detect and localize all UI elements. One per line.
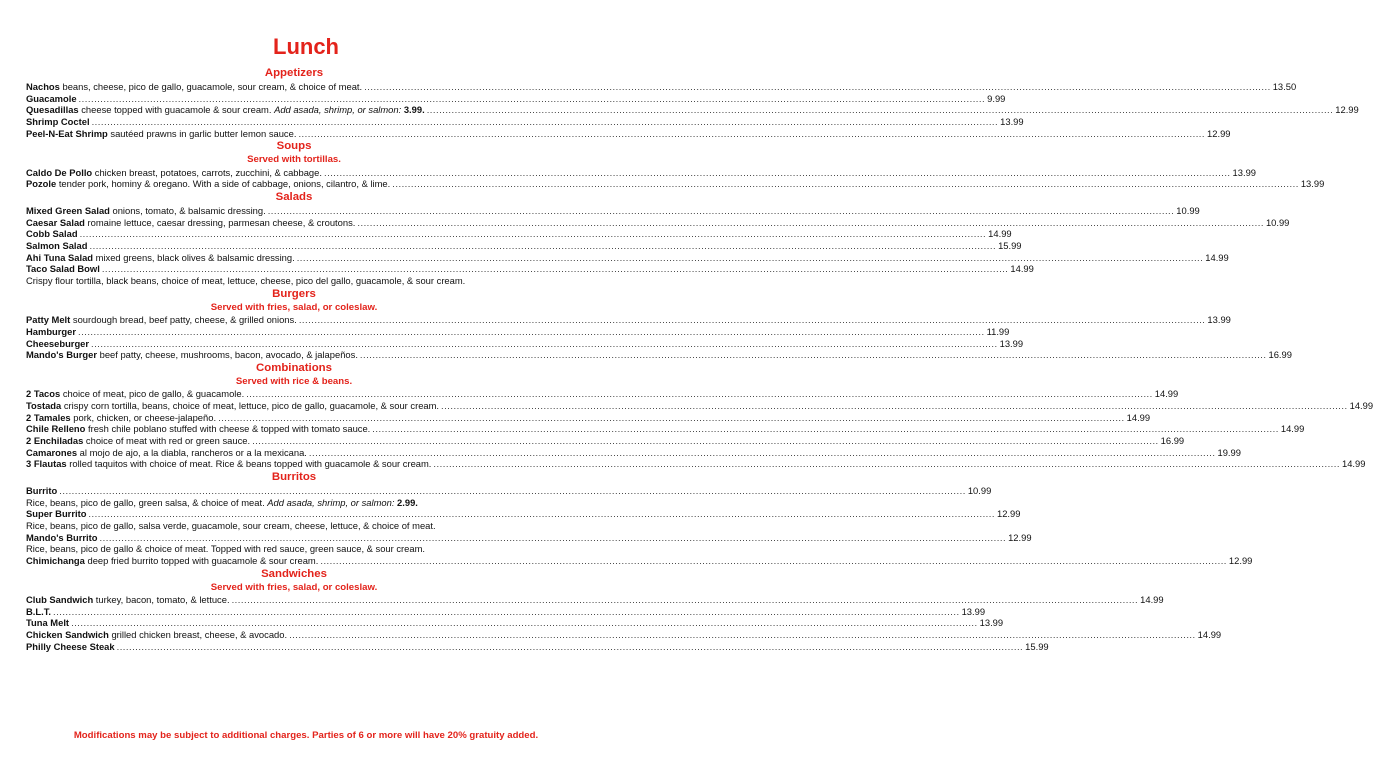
menu-item [26,178,1325,190]
menu-item-text [26,104,425,116]
menu-item-text [26,116,90,128]
menu-item [26,166,1257,179]
menu-item-text [26,217,355,229]
menu-item-name: Club Sandwich [26,594,94,605]
menu-item-price: 9.99 [987,92,1006,104]
menu-item [26,508,1021,520]
dot-leader [289,629,1196,641]
menu-item-price: 16.99 [1268,349,1292,361]
menu-item-name: Tostada [26,399,62,411]
section-subtitle-burgers: Served with fries, salad, or coleslaw. [210,301,378,313]
section-subtitle-combinations: Served with rice & beans. [235,375,353,387]
menu-item-price: 14.99 [1349,399,1373,411]
dot-leader [80,228,987,240]
dot-leader [372,423,1279,435]
menu-item-text [26,641,115,653]
menu-item-price: 16.99 [1160,434,1185,446]
menu-item [26,127,1231,140]
dot-leader [59,485,966,497]
menu-item [26,423,1305,435]
menu-item-description: grilled chicken breast, cheese, & avocado. [108,628,288,640]
menu-item-note-text: Rice, beans, pico de gallo, green salsa, & choice of meat. [26,496,268,508]
menu-item-price: 13.99 [1000,115,1024,127]
menu-item-price: 13.99 [961,605,986,617]
menu-item-name: 2 Tacos [26,388,61,400]
menu-item-price: 14.99 [1197,628,1222,640]
menu-item-description: cheese topped with guacamole & sour cream. [78,104,275,116]
menu-item-text [26,93,77,105]
menu-item [26,640,1049,653]
menu-item [26,484,992,497]
dot-leader [392,178,1299,190]
menu-item-name: 3 Flautas [26,458,67,470]
dot-leader [299,314,1206,326]
menu-item-name: Shrimp Coctel [26,115,90,127]
menu-item [26,554,1253,567]
menu-item [26,605,986,618]
menu-item [26,434,1185,447]
section-note-salads: Crispy flour tortilla, black beans, choice of meat, lettuce, cheese, pico del gallo, guacamole, & sour cream. [26,275,466,287]
menu-item-price: 13.99 [999,337,1024,349]
menu-item [26,216,1290,229]
dot-leader [427,104,1334,116]
menu-item-price: 13.99 [979,617,1004,629]
section-title-combinations: Combinations [256,361,332,374]
menu-item-name: Super Burrito [26,508,87,520]
section-title-sandwiches: Sandwiches [261,567,327,580]
section-title-appetizers: Appetizers [264,67,324,79]
menu-item-name: Mando's Burrito [26,531,98,543]
menu-item-description: onions, tomato, & balsamic dressing. [109,205,266,217]
menu-item [26,81,1297,93]
menu-item-description: chicken breast, potatoes, carrots, zucchini, & cabbage. [92,166,322,178]
menu-item-price: 10.99 [967,484,992,496]
menu-item-text [26,178,390,190]
menu-item-text [26,128,296,140]
menu-item [26,628,1222,641]
menu-item [26,531,1032,544]
menu-item-name: Chicken Sandwich [26,628,109,640]
menu-item [26,251,1229,264]
dot-leader [298,128,1205,140]
menu-item-price: 13.99 [1300,178,1325,190]
menu-item [26,594,1164,606]
menu-item-price: 10.99 [1176,205,1200,217]
dot-leader [433,458,1340,470]
menu-item [26,325,1010,338]
dot-leader [320,555,1227,567]
menu-item-text [26,388,244,400]
menu-item-price: 14.99 [1154,388,1179,400]
dot-leader [268,205,1175,217]
dot-leader [79,93,986,105]
menu-item-addon-price: 3.99. [401,104,425,116]
menu-item-name: Mando's Burger [26,349,97,361]
menu-item-text [26,81,362,93]
menu-item-description: turkey, bacon, tomato, & lettuce. [93,594,230,605]
dot-leader [71,617,978,629]
dot-leader [360,349,1267,361]
dot-leader [91,338,998,350]
menu-item-price: 14.99 [1205,251,1229,263]
menu-item-price: 15.99 [998,240,1022,252]
menu-item-text [26,314,297,326]
menu-item-price: 15.99 [1025,640,1049,652]
menu-item [26,314,1231,326]
menu-item-description: mixed greens, black olives & balsamic dressing. [93,251,295,263]
menu-item-description: beans, cheese, pico de gallo, guacamole, sour cream, & choice of meat. [59,81,363,92]
menu-item [26,104,1359,116]
menu-item-name: Cobb Salad [26,228,78,240]
menu-item-text [26,338,89,350]
menu-item-name: Cheeseburger [26,337,90,349]
menu-item-description: rolled taquitos with choice of meat. Rice & beans topped with guacamole & sour cream. [66,458,432,470]
section-title-burgers: Burgers [272,287,316,300]
menu-item-name: Guacamole [26,92,77,104]
menu-item-text [26,485,57,497]
menu-item [26,240,1022,252]
dot-leader [297,252,1204,264]
menu-item-description: pork, chicken, or cheese-jalapeño. [70,411,217,423]
menu-item-price: 14.99 [1280,423,1305,435]
menu-item-text [26,447,307,459]
menu-item-description: fresh chile poblano stuffed with cheese & topped with tomato sauce. [85,423,371,435]
section-title-burritos: Burritos [271,470,317,483]
dot-leader [100,532,1007,544]
menu-item [26,205,1200,217]
menu-item [26,399,1373,412]
dot-leader [78,326,985,338]
dot-leader [364,81,1271,93]
dot-leader [309,447,1216,459]
menu-item-text [26,594,230,606]
menu-item [26,458,1366,470]
menu-item-price: 14.99 [1010,263,1034,275]
menu-item [26,263,1034,275]
section-subtitle-soups: Served with tortillas. [247,154,341,166]
menu-item-name: 2 Enchiladas [26,434,84,446]
dot-leader [218,412,1125,424]
menu-item-addon: Add asada, shrimp, or salmon: [267,496,395,508]
menu-item-name: Quesadillas [26,104,79,116]
menu-item [26,617,1004,629]
menu-item-description: crispy corn tortilla, beans, choice of meat, lettuce, pico de gallo, guacamole, & sour cream. [61,399,440,411]
menu-item-description: deep fried burrito topped with guacamole & sour cream. [84,554,319,566]
menu-item-text [26,240,87,252]
dot-leader [53,606,960,618]
menu-item-name: B.L.T. [26,605,51,617]
menu-item-addon: Add asada, shrimp, or salmon: [274,104,402,116]
menu-item [26,349,1292,361]
menu-item-price: 14.99 [1126,411,1151,423]
menu-item [26,115,1024,128]
menu-item-text [26,326,76,338]
menu-item-price: 12.99 [1335,104,1359,116]
section-title-soups: Soups [276,140,312,153]
menu-item-text [26,532,98,544]
dot-leader [357,217,1264,229]
menu-item-name: 2 Tamales [26,411,71,423]
menu-item-price: 12.99 [1228,554,1253,566]
dot-leader [441,400,1348,412]
menu-item-name: Chile Relleno [26,423,86,435]
menu-item-price: 12.99 [1008,531,1032,543]
menu-item-text [26,167,322,179]
menu-item-name: Pozole [26,178,57,190]
menu-item-note [26,497,562,509]
menu-item-description: sautéed prawns in garlic butter lemon sauce. [107,127,297,139]
dot-leader [117,641,1024,653]
menu-item-name: Peel-N-Eat Shrimp [26,127,108,139]
menu-item-text [26,629,287,641]
menu-item-text [26,412,216,424]
section-title-salads: Salads [275,191,313,204]
page-title: Lunch [273,34,339,59]
menu-item-price: 12.99 [997,508,1021,520]
menu-item-description: beef patty, cheese, mushrooms, bacon, avocado, & jalapeños. [97,349,358,361]
menu-item [26,446,1241,459]
menu-item-name: Patty Melt [26,314,71,326]
menu-item [26,92,1006,105]
menu-item-text [26,458,431,470]
footer-note: Modifications may be subject to additional charges. Parties of 6 or more will have 20% gratuity added. [73,730,539,741]
dot-leader [102,263,1009,275]
menu-item-note-text: Rice, beans, pico de gallo, salsa verde, guacamole, sour cream, cheese, lettuce, & choice of meat. [26,519,436,531]
menu-item [26,337,1024,350]
menu-item-price: 13.99 [1207,314,1231,326]
menu-item-text [26,400,439,412]
menu-item-price: 14.99 [1342,458,1366,470]
dot-leader [92,116,999,128]
menu-item-name: Salmon Salad [26,240,88,252]
dot-leader [232,594,1139,606]
menu-item-description: sourdough bread, beef patty, cheese, & grilled onions. [70,314,297,326]
menu-item-text [26,435,250,447]
dot-leader [88,508,995,520]
menu-item-name: Ahi Tuna Salad [26,251,94,263]
menu-item-price: 14.99 [988,228,1012,240]
menu-item-description: al mojo de ajo, a la diabla, rancheros or a la mexicana. [77,446,307,458]
menu-item-name: Nachos [26,81,60,92]
menu-item-text [26,205,266,217]
menu-content [26,66,1373,652]
menu-item-name: Tuna Melt [26,617,70,629]
menu-item-name: Hamburger [26,325,77,337]
menu-item-price: 13.50 [1272,81,1297,92]
menu-item [26,228,1012,240]
menu-item-name: Caldo De Pollo [26,166,93,178]
menu-item-price: 14.99 [1140,594,1164,605]
menu-item-price: 10.99 [1265,216,1290,228]
menu-item-text [26,606,51,618]
menu-item-description: choice of meat, pico de gallo, & guacamole. [60,388,245,400]
menu-item-description: romaine lettuce, caesar dressing, parmesan cheese, & croutons. [84,216,356,228]
menu-item-name: Burrito [26,484,58,496]
dot-leader [246,388,1153,400]
menu-item-name: Caesar Salad [26,216,85,228]
menu-item-note-text: Rice, beans, pico de gallo & choice of meat. Topped with red sauce, green sauce, & sour cream. [26,543,426,555]
menu-item-text [26,617,69,629]
menu-item-addon-price: 2.99. [394,496,418,508]
dot-leader [89,240,996,252]
menu-item-text [26,555,318,567]
menu-item-text [26,252,295,264]
menu-item-name: Chimichanga [26,554,85,566]
menu-item-note [26,520,562,532]
menu-item-text [26,349,358,361]
menu-item-text [26,228,78,240]
menu-item-price: 12.99 [1207,127,1231,139]
menu-item-name: Taco Salad Bowl [26,263,100,275]
menu-item-description: tender pork, hominy & oregano. With a side of cabbage, onions, cilantro, & lime. [56,178,391,190]
menu-item-price: 11.99 [986,325,1010,337]
menu-item-price: 19.99 [1217,446,1241,458]
dot-leader [324,167,1231,179]
menu-item-note [26,543,562,555]
menu-item-price: 13.99 [1232,166,1257,178]
menu-item-text [26,508,86,520]
menu-item-name: Philly Cheese Steak [26,640,115,652]
menu-item [26,411,1151,424]
menu-item-name: Camarones [26,446,78,458]
menu-item-text [26,423,370,435]
menu-item-description: choice of meat with red or green sauce. [83,434,251,446]
section-subtitle-sandwiches: Served with fries, salad, or coleslaw. [210,581,378,593]
menu-item-name: Mixed Green Salad [26,205,110,217]
dot-leader [252,435,1159,447]
menu-item [26,388,1179,400]
menu-item-text [26,263,100,275]
